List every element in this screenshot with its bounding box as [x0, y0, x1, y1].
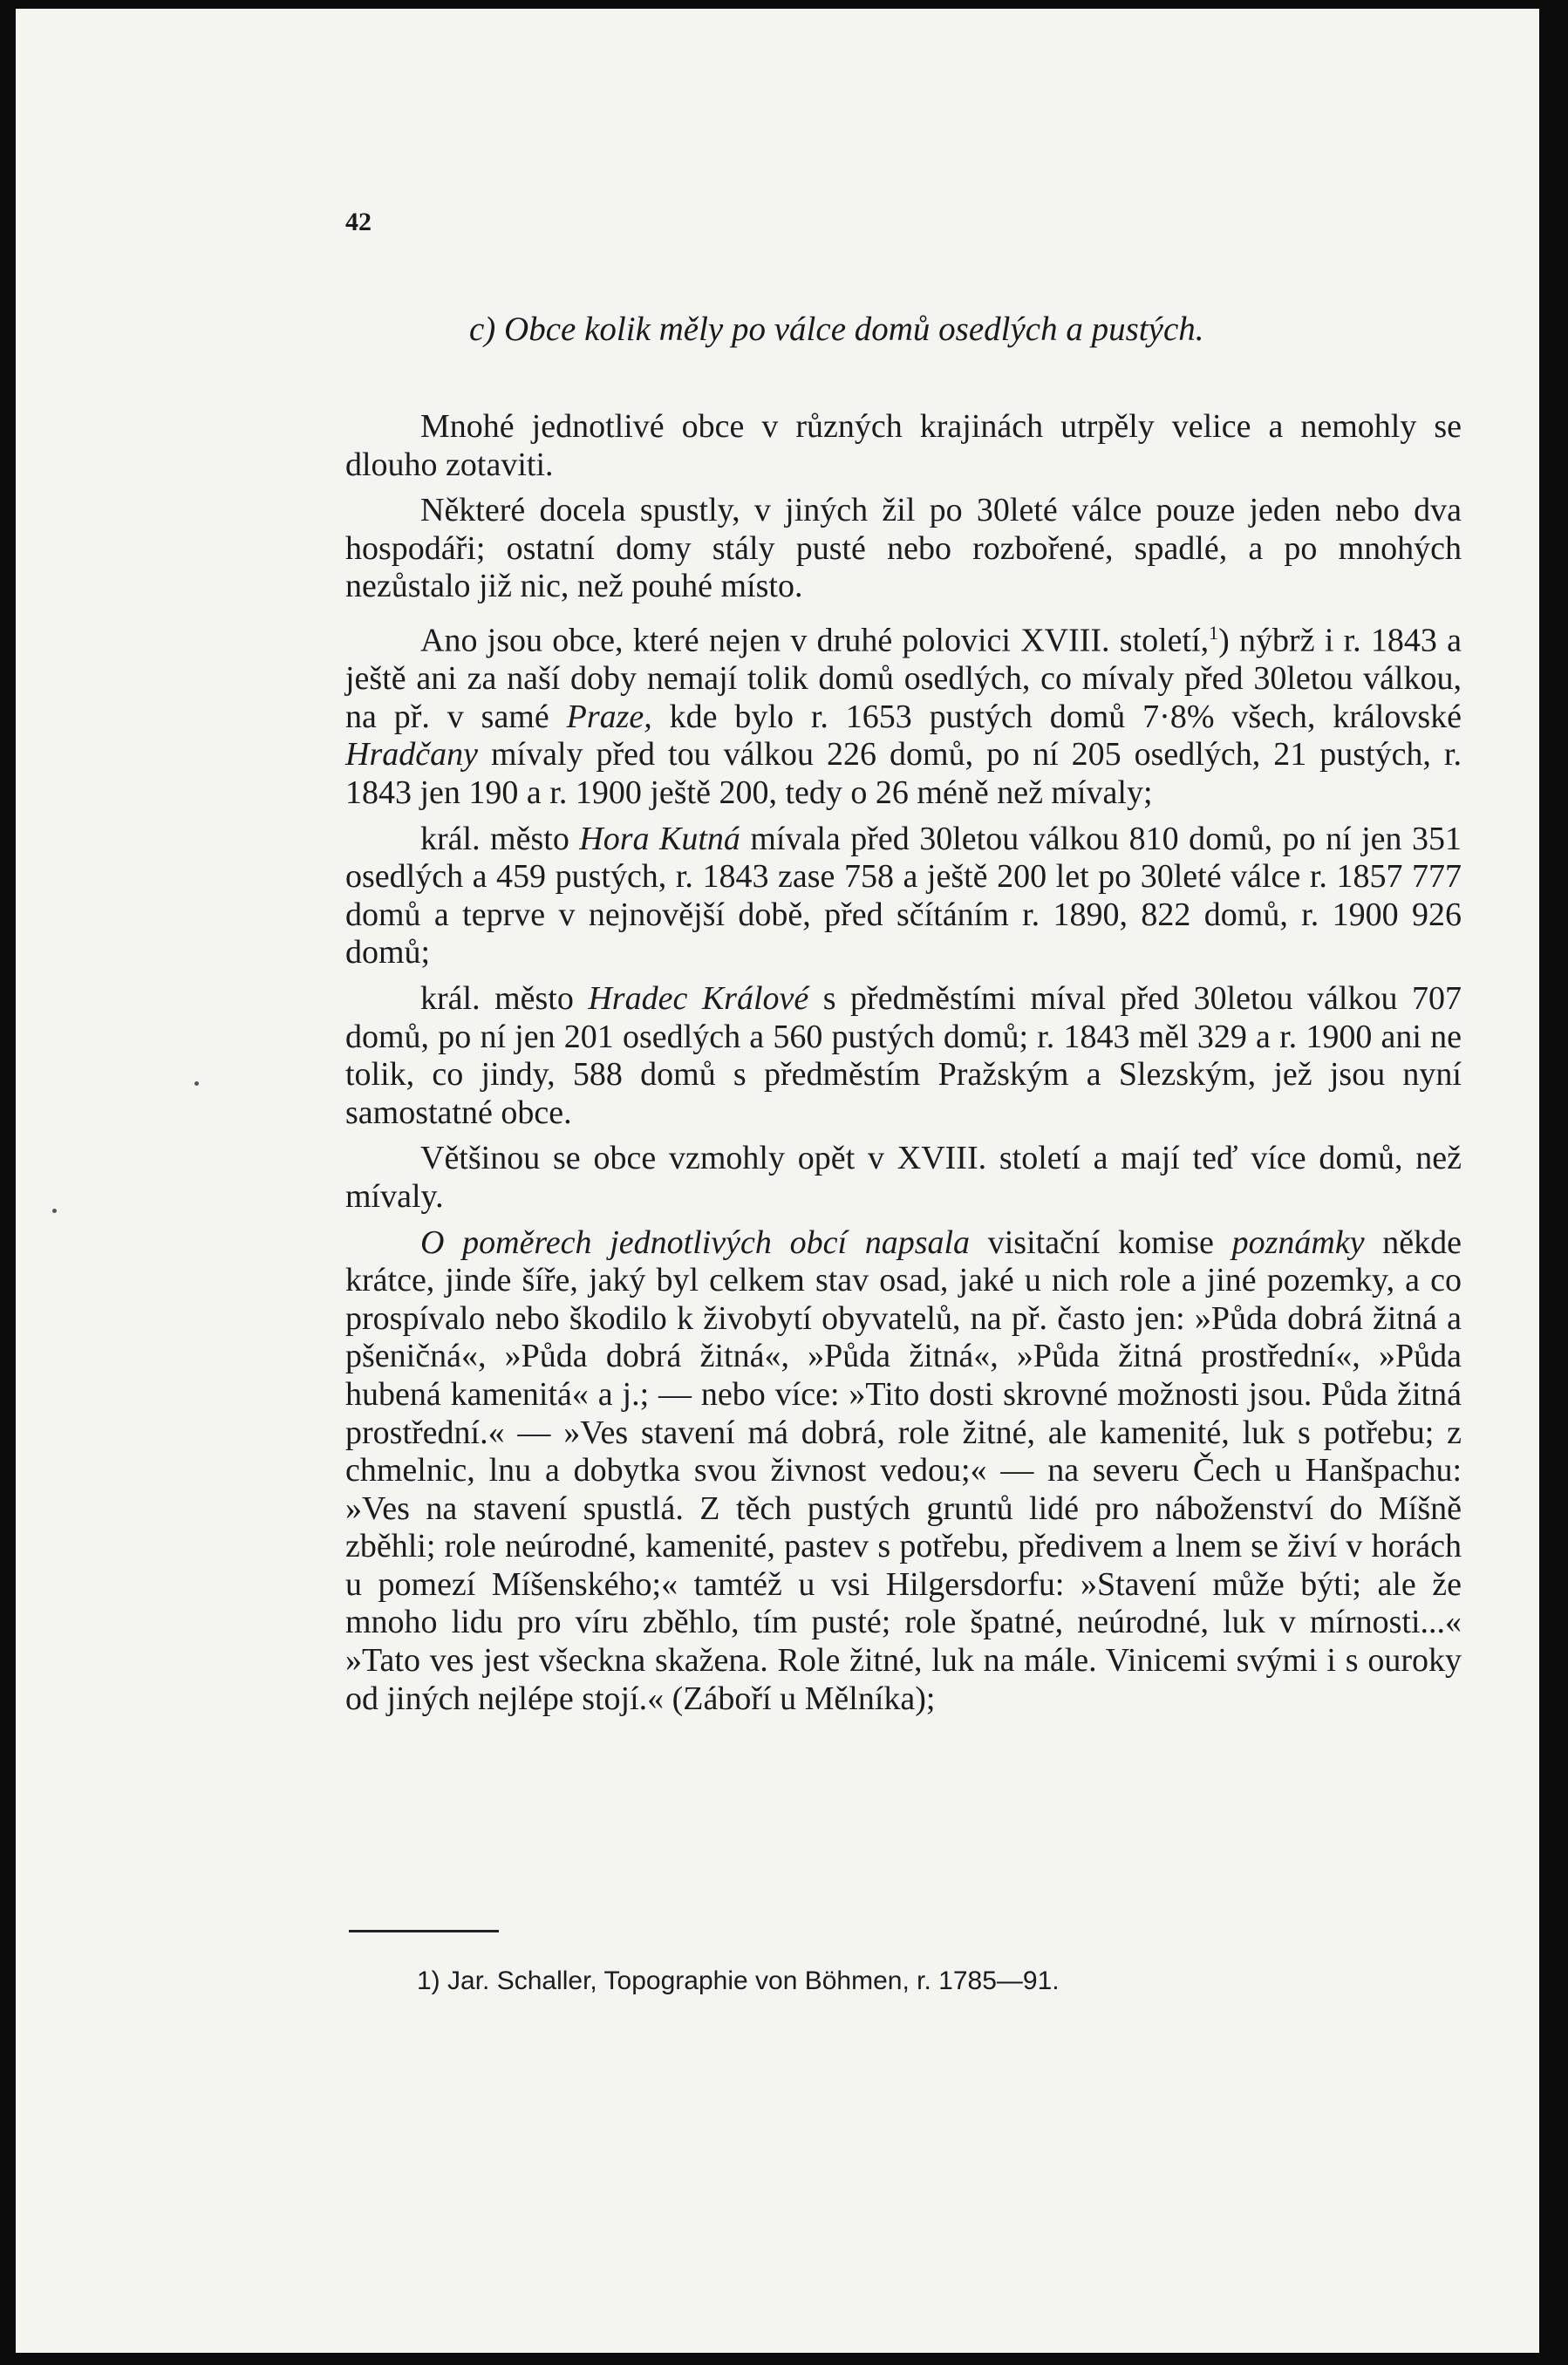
paragraph-4-text-a: král. město — [420, 820, 580, 857]
paragraph-6: Většinou se obce vzmohly opět v XVIII. století a mají teď více domů, než mívaly. — [345, 1140, 1462, 1215]
paragraph-4-text-c: mívala před 30letou válkou 810 domů, po ní jen 351 osedlých a 459 pustých, r. 1843 zase 758 a ještě 200 let po 30leté válce r. 1857 777 domů a teprve v nejnovější době, před sčítáním r. 1890, 822 domů, r. 1900 926 domů; — [345, 820, 1462, 971]
section-title: c) Obce kolik měly po válce domů osedlých a pustých. — [469, 310, 1204, 348]
paragraph-7-text-b: visitační komise — [970, 1223, 1232, 1261]
paragraph-7 — [345, 1224, 1462, 1719]
paragraph-1: Mnohé jednotlivé obce v různých krajinách utrpěly velice a nemohly se dlouho zotaviti. — [345, 408, 1462, 483]
paragraph-3-text-b: ) nýbrž i r. 1843 a ještě ani za naší doby nemají tolik domů osedlých, co mívaly před 30letou válkou, na př. v samé — [345, 622, 1462, 735]
paragraph-7-text-d: někde krátce, jinde šíře, jaký byl celkem stav osad, jaké u nich role a jiné pozemky, a co prospívalo nebo škodilo k živobytí obyvatelů, na př. často jen: »Půda dobrá žitná a pšeničná«, »Půda dobrá žitná«, »Půda žitná«, »Půda žitná prostřední«, »Půda hubená kamenitá« a j.; — nebo více: »Tito dosti skrovné možnosti jsou. Půda žitná prostřední.« — »Ves stavení má dobrá, role žitné, ale kamenité, luk s potřebu; z chmelnic, lnu a dobytka svou živnost vedou;« — na severu Čech u Hanšpachu: »Ves na stavení spustlá. Z těch pustých gruntů lidé pro náboženství do Míšně zběhli; role neúrodné, kamenité, pastev s potřebu, předivem a lnem se živí v horách u pomezí Míšenského;« tamtéž u vsi Hilgersdorfu: »Stavení může býti; ale že mnoho lidu pro víru zběhlo, tím pusté; role špatné, neúrodné, luk v mírnosti...« »Tato ves jest všeckna skažena. Role žitné, luk na mále. Vinicemi svými i s ouroky od jiných nejlépe stojí.« (Záboří u Mělníka); — [345, 1223, 1462, 1717]
place-hradcany: Hradčany — [345, 736, 478, 774]
paragraph-3 — [345, 614, 1462, 813]
paragraph-2: Některé docela spustly, v jiných žil po 30leté válce pouze jeden nebo dva hospodáři; ostatní domy stály pusté nebo rozbořené, spadlé, a po mnohých nezůstalo již nic, než pouhé místo. — [345, 492, 1462, 605]
book-page — [16, 9, 1539, 2353]
scan-speck — [52, 1209, 57, 1213]
paragraph-3-text-a: Ano jsou obce, které nejen v druhé polovici XVIII. století, — [420, 622, 1210, 659]
footnote: 1) Jar. Schaller, Topographie von Böhmen, r. 1785—91. — [417, 1966, 1060, 1995]
paragraph-4 — [345, 821, 1462, 972]
paragraph-3-text-f: mívaly před tou válkou 226 domů, po ní 205 osedlých, 21 pustých, r. 1843 jen 190 a r. 1900 ještě 200, tedy o 26 méně než mívaly; — [345, 736, 1462, 811]
scan-speck — [194, 1081, 199, 1086]
page-number: 42 — [345, 208, 372, 236]
place-hradec-kralove: Hradec Králové — [588, 979, 809, 1017]
paragraph-3-text-d: kde bylo r. 1653 pustých domů 7·8% všech, královské — [651, 698, 1462, 735]
paragraph-7-lead: O poměrech jednotlivých obcí napsala — [420, 1223, 971, 1261]
footnote-reference: 1 — [1209, 621, 1219, 644]
paragraph-7-emphasis: poznámky — [1231, 1223, 1365, 1261]
place-hora-kutna: Hora Kutná — [579, 820, 740, 857]
paragraph-5-text-c: s předměstími míval před 30letou válkou 707 domů, po ní jen 201 osedlých a 560 pustých domů; r. 1843 měl 329 a r. 1900 ani ne tolik, co jindy, 588 domů s předměstím Pražským a Slezským, jež jsou nyní samostatné obce. — [345, 979, 1462, 1131]
paragraph-5-text-a: král. město — [420, 979, 589, 1017]
footnote-divider — [349, 1930, 499, 1932]
place-praha: Praze, — [566, 698, 652, 735]
paragraph-5 — [345, 980, 1462, 1132]
body-text — [345, 408, 1462, 1726]
